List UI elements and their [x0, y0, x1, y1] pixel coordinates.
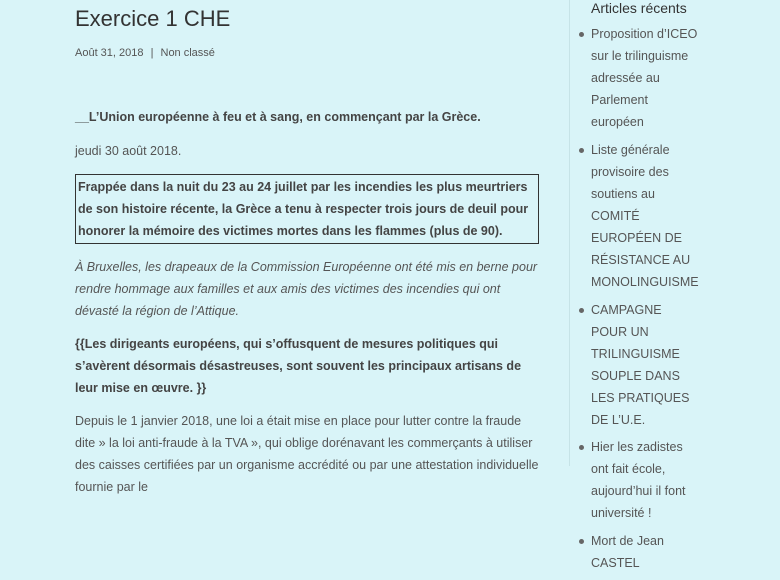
body-paragraph: Depuis le 1 janvier 2018, une loi a était mise en place pour lutter contre la fraude dite » la loi anti-fraude à la TVA », qui oblige dorénavant les commerçants à utiliser des caisses certifiées par un organisme accrédité ou par une attestation individuelle fournie par le	[75, 414, 539, 494]
bullet-icon	[579, 32, 584, 37]
category-link[interactable]: Non classé	[160, 47, 215, 59]
boxed-lead: Frappée dans la nuit du 23 au 24 juillet par les incendies les plus meurtriers de son histoire récente, la Grèce a tenu à respecter trois jours de deuil pour honorer la mémoire des victimes mortes dans les flammes (plus de 90).	[75, 174, 539, 244]
recent-article-link[interactable]: Proposition d’ICEO sur le trilinguisme adressée au Parlement européen	[591, 27, 698, 129]
article-subhead: __L’Union européenne à feu et à sang, en commençant par la Grèce.	[75, 110, 481, 124]
recent-article-link[interactable]: Mort de Jean CASTEL	[591, 534, 664, 571]
sidebar-divider	[569, 0, 570, 466]
recent-article-item[interactable]	[579, 299, 701, 431]
recent-article-item[interactable]	[579, 23, 701, 133]
recent-article-link[interactable]: Liste générale provisoire des soutiens au COMITÉ EUROPÉEN DE RÉSISTANCE AU MONOLINGUISME	[591, 142, 699, 289]
bullet-icon	[579, 445, 584, 450]
sidebar-title: Articles récents	[591, 0, 687, 16]
post-date: Août 31, 2018	[75, 47, 144, 59]
bullet-icon	[579, 308, 584, 313]
bullet-icon	[579, 539, 584, 544]
recent-article-item[interactable]	[579, 436, 701, 524]
post-meta	[75, 47, 215, 59]
recent-article-item[interactable]	[579, 530, 701, 574]
bullet-icon	[579, 148, 584, 153]
meta-separator: |	[150, 47, 154, 59]
recent-article-link[interactable]: Hier les zadistes ont fait école, aujourd’hui il font université !	[591, 440, 686, 521]
recent-article-link[interactable]: CAMPAGNE POUR UN TRILINGUISME SOUPLE DANS LES PRATIQUES DE L’U.E.	[591, 302, 690, 427]
recent-article-item[interactable]	[579, 139, 701, 293]
italic-paragraph: À Bruxelles, les drapeaux de la Commission Européenne ont été mis en berne pour rendre hommage aux familles et aux amis des victimes des incendies qui ont dévasté la région de l’Attique.	[75, 260, 538, 318]
bold-paragraph: {{Les dirigeants européens, qui s’offusquent de mesures politiques qui s’avèrent désormais désastreuses, sont souvent les principaux artisans de leur mise en œuvre. }}	[75, 337, 522, 395]
page-title: Exercice 1 CHE	[75, 6, 231, 31]
recent-articles-list	[579, 23, 774, 580]
article-dateline: jeudi 30 août 2018.	[75, 144, 182, 158]
